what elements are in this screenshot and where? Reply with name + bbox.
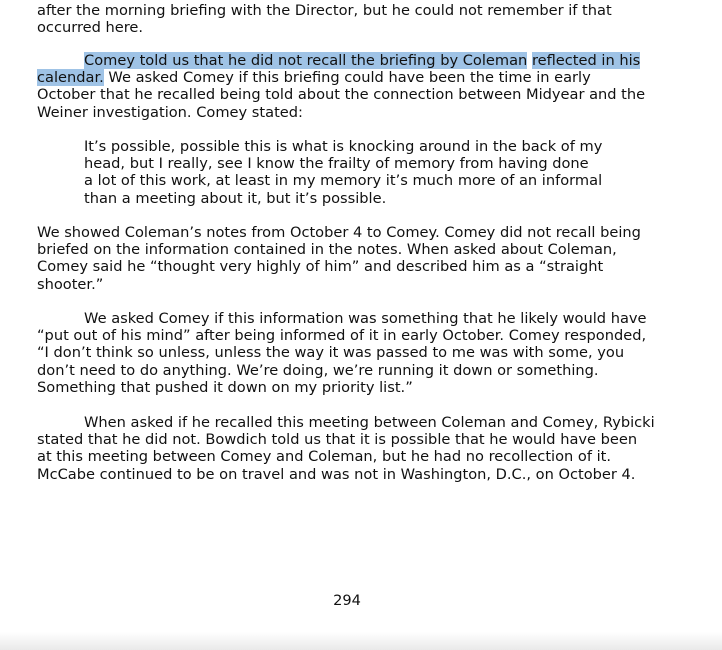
highlighted-text[interactable]: calendar. bbox=[37, 69, 104, 87]
paragraph-line: Comey said he “thought very highly of him” and described him as a “straight bbox=[37, 258, 604, 276]
paragraph-4 bbox=[37, 310, 677, 396]
paragraph-text: When asked if he recalled this meeting between Coleman and Comey, Rybicki bbox=[84, 414, 655, 431]
paragraph-line bbox=[37, 52, 677, 69]
paragraph-line bbox=[37, 414, 677, 431]
paragraph-line: briefed on the information contained in the notes. When asked about Coleman, bbox=[37, 241, 617, 259]
paragraph-line: after the morning briefing with the Director, but he could not remember if that bbox=[37, 2, 612, 19]
paragraph-1 bbox=[37, 2, 677, 36]
paragraph-line: Something that pushed it down on my priority list.” bbox=[37, 378, 413, 396]
paragraph-line: McCabe continued to be on travel and was not in Washington, D.C., on October 4. bbox=[37, 465, 636, 483]
paragraph-line: Weiner investigation. Comey stated: bbox=[37, 103, 303, 121]
paragraph-line: stated that he did not. Bowdich told us that it is possible that he would have been bbox=[37, 431, 638, 449]
paragraph-line bbox=[37, 310, 677, 327]
paragraph-2 bbox=[37, 52, 677, 121]
quote-line: It’s possible, possible this is what is knocking around in the back of my bbox=[84, 138, 603, 155]
paragraph-line: We showed Coleman’s notes from October 4 to Comey. Comey did not recall being bbox=[37, 224, 641, 241]
page-number: 294 bbox=[333, 592, 361, 609]
highlighted-text[interactable]: Comey told us that he did not recall the bbox=[84, 52, 380, 69]
quote-line: head, but I really, see I know the frailty of memory from having done bbox=[84, 155, 589, 173]
block-quote bbox=[84, 138, 602, 207]
paragraph-text: We asked Comey if this information was something that he likely would have bbox=[84, 310, 647, 327]
paragraph-text: We asked Comey if this briefing could have been the time in early bbox=[103, 69, 591, 87]
paragraph-line: don’t need to do anything. We’re doing, we’re running it down or something. bbox=[37, 361, 599, 379]
paragraph-line bbox=[37, 69, 677, 86]
paragraph-3 bbox=[37, 224, 677, 293]
quote-line: than a meeting about it, but it’s possible. bbox=[84, 189, 387, 207]
paragraph-line: “put out of his mind” after being informed of it in early October. Comey responded, bbox=[37, 327, 647, 345]
paragraph-line: at this meeting between Comey and Coleman, but he had no recollection of it. bbox=[37, 448, 612, 466]
paragraph-line: shooter.” bbox=[37, 275, 104, 293]
paragraph-line: occurred here. bbox=[37, 19, 144, 37]
page-bottom-edge bbox=[0, 632, 722, 650]
quote-line: a lot of this work, at least in my memory it’s much more of an informal bbox=[84, 172, 603, 190]
paragraph-line: October that he recalled being told about the connection between Midyear and the bbox=[37, 86, 646, 104]
highlighted-text[interactable]: reflected in his bbox=[531, 52, 641, 69]
paragraph-5 bbox=[37, 414, 677, 483]
paragraph-line: “I don’t think so unless, unless the way it was passed to me was with some, you bbox=[37, 344, 625, 362]
highlighted-text[interactable]: briefing by Coleman bbox=[379, 52, 528, 69]
